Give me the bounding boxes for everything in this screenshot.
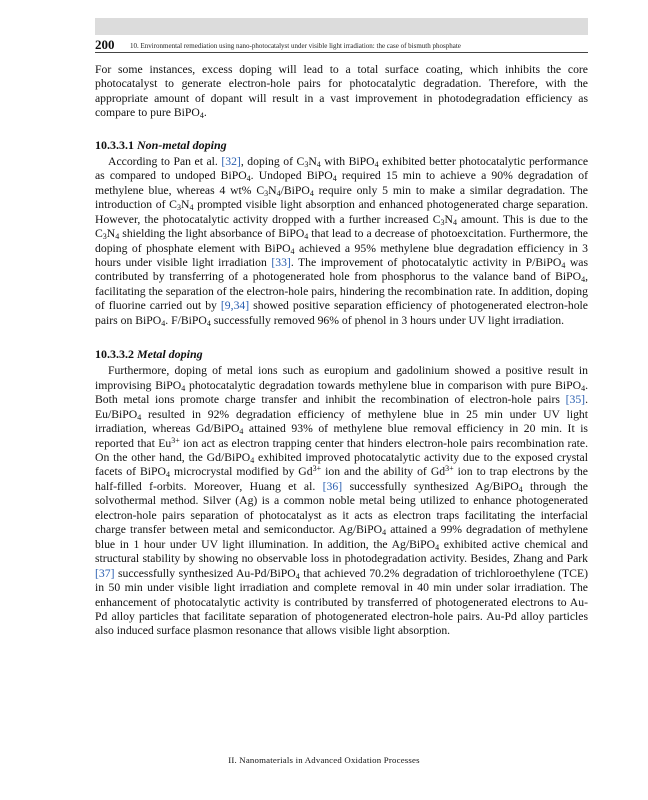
page-number: 200: [95, 37, 115, 52]
citation-link[interactable]: [32]: [221, 154, 241, 168]
metal-paragraph: Furthermore, doping of metal ions such as europium and gadolinium showed a positive result in improvising BiPO$_4$ photocatalytic degradation towards methylene blue in comparison with pure BiPO$_4$. Both metal ions promote charge transfer and inhibit the recombination of electron-hole pairs [35]. Eu/BiPO$_4$ resulted in 92% degradation efficiency of methylene blue in 25 min under UV light irradiation, whereas Gd/BiPO$_4$ attained 93% of methylene blue removal efficiency in 20 min. It is reported that $Eu^{3+}$ ion act as electron trapping center that hinders electron-hole pairs recombination rate. On the other hand, the Gd/BiPO$_4$ exhibited improved photocatalytic activity due to the exposed crystal facets of BiPO$_4$ microcrystal modified by $Gd^{3+}$ ion and the ability of $Gd^{3+}$ ion to trap electrons by the half-filled f-orbits. Moreover, Huang et al. [36] successfully synthesized Ag/BiPO$_4$ through the solvothermal method. Silver (Ag) is a common noble metal being utilized to enhance photogenerated electron-hole pairs separation of photocatalyst as it acts as electron traps facilitating the interfacial charge transfer between metal and semiconductor. Ag/BiPO$_4$ attained a 99% degradation of methylene blue in 1 hour under UV light illumination. In addition, the Ag/BiPO$_4$ exhibited active chemical and structural stability by showing no observable loss in photodegradation activity. Besides, Zhang and Park [37] successfully synthesized Au-Pd/BiPO$_4$ that achieved 70.2% degradation of trichloroethylene (TCE) in 50 min under visible light irradiation and complete removal in 40 min under solar irradiation. The enhancement of photocatalytic activity is contributed by transferred of photogenerated electrons to Au-Pd alloy particles that facilitate separation of photogenerated electron-hole pairs. Au-Pd alloy particles also induced surface plasmon resonance that allows visible light absorption.: [95, 364, 588, 638]
chapter-title: 10. Environmental remediation using nano-photocatalyst under visible light irradiation: the case of bismuth phosphate: [130, 42, 461, 50]
citation-link[interactable]: [35]: [565, 393, 586, 407]
intro-paragraph: For some instances, excess doping will lead to a total surface coating, which inhibits the core photocatalyst to generate electron-hole pairs for photocatalytic degradation. Therefore, with the appropriate amount of dopant will result in a vast improvement in photodegradation efficiency as compare to pure BiPO$_4$.: [95, 63, 588, 121]
citation-link[interactable]: [9,34]: [220, 299, 250, 313]
citation-link[interactable]: [33]: [271, 255, 291, 269]
nonmetal-paragraph: According to Pan et al. [32], doping of $C_3N_4$ with BiPO$_4$ exhibited better photocatalytic performance as compared to undoped BiPO$_4$. Undoped BiPO$_4$ required 15 min to achieve a 90% degradation of methylene blue, whereas 4 wt% $C_3N_4/BiPO_4$ require only 5 min to make a similar degradation. The introduction of $C_3N_4$ prompted visible light absorption and enhanced photogenerated charge separation. However, the photocatalytic activity dropped with a further increased $C_3N_4$ amount. This is due to the $C_3N_4$ shielding the light absorbance of BiPO$_4$ that lead to a decrease of photoexcitation. Furthermore, the doping of phosphate element with BiPO$_4$ achieved a 95% methylene blue degradation efficiency in 3 hours under visible light irradiation [33]. The improvement of photocatalytic activity in P/BiPO$_4$ was contributed by transferring of a photogenerated hole from phosphorus to the valance band of BiPO$_4$, facilitating the separation of the electron-hole pairs, hindering the recombination rate. In addition, doping of fluorine carried out by [9,34] showed positive separation efficiency of photogenerated electron-hole pairs on BiPO$_4$. F/BiPO$_4$ successfully removed 96% of phenol in 3 hours under UV light irradiation.: [95, 154, 589, 328]
page-body: [95, 63, 588, 639]
section-heading-nonmetal: 10.3.3.1 Non-metal doping: [95, 137, 227, 152]
header-bar: [95, 18, 588, 35]
running-header: [95, 37, 588, 53]
running-footer: II. Nanomaterials in Advanced Oxidation Processes: [228, 755, 420, 765]
section-heading-metal: 10.3.3.2 Metal doping: [95, 347, 203, 362]
citation-link[interactable]: [36]: [322, 479, 343, 493]
citation-link[interactable]: [37]: [95, 566, 115, 580]
